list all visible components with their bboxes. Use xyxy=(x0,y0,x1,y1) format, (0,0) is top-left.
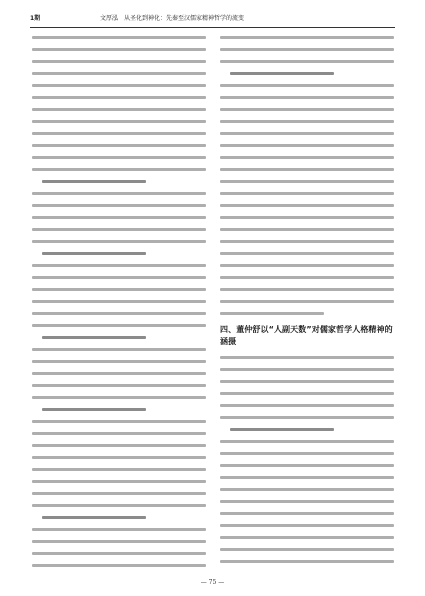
subsection-heading xyxy=(42,408,146,411)
subsection-heading xyxy=(42,336,146,339)
subsection-heading xyxy=(230,428,334,431)
issue-number: 1期 xyxy=(30,15,41,22)
section-heading: 四、董仲舒以“人副天数”对儒家哲学人格精神的涵摄 xyxy=(220,325,393,346)
right-column xyxy=(220,36,394,568)
subsection-heading xyxy=(230,72,334,75)
subsection-heading xyxy=(42,180,146,183)
running-header xyxy=(30,14,395,28)
subsection-heading xyxy=(42,516,146,519)
subsection-heading xyxy=(42,252,146,255)
left-column xyxy=(32,36,206,568)
running-title: 文厚泓 从圣化到神化：先秦至汉儒家精神哲学的流变 xyxy=(100,15,245,22)
page-number: — 75 — xyxy=(200,579,225,586)
